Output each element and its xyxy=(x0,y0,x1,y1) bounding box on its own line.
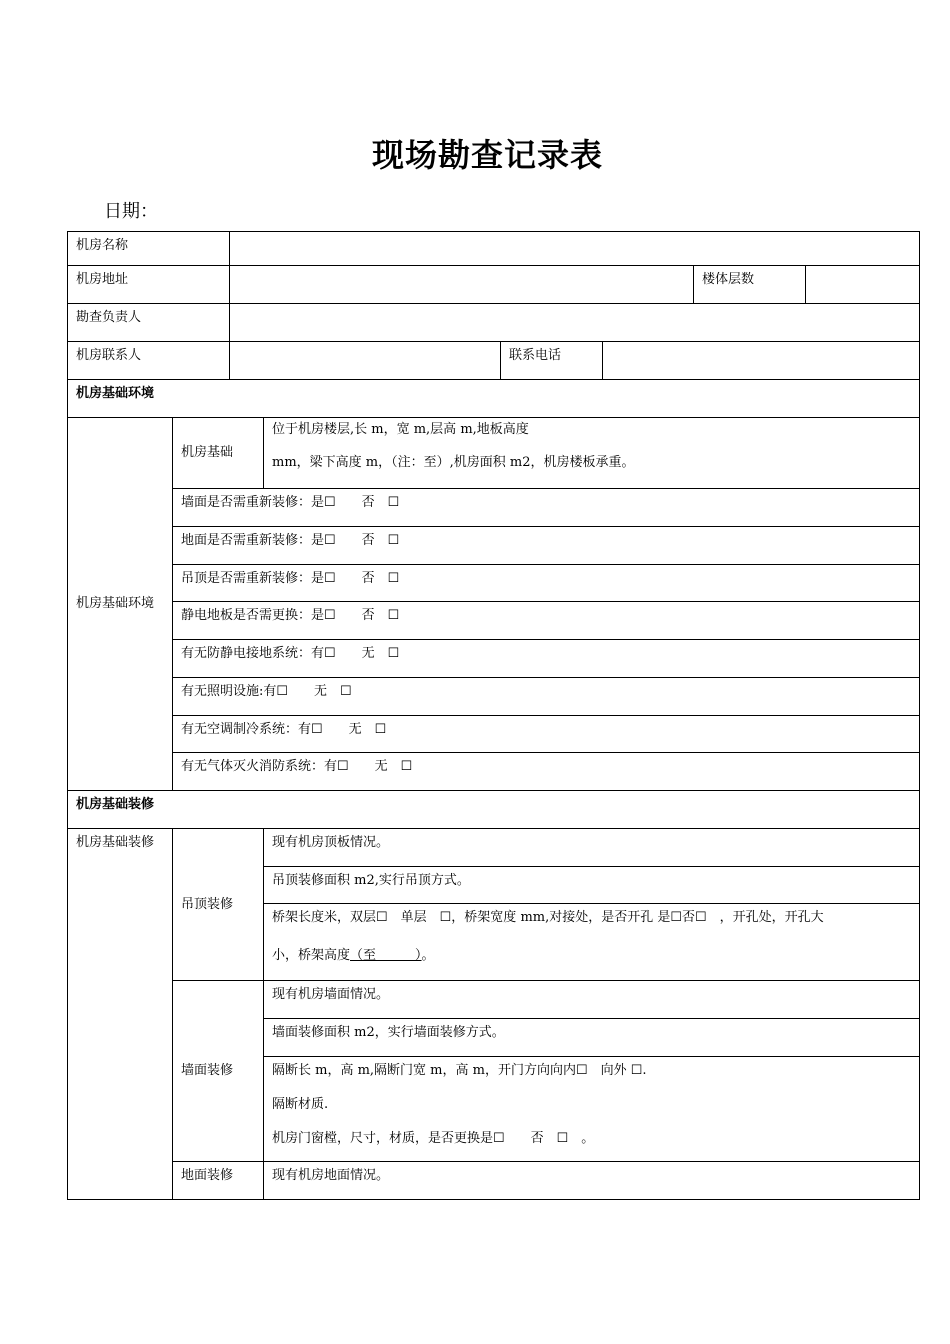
env-section-header: 机房基础环境 xyxy=(76,386,155,401)
env-group-label xyxy=(68,418,172,790)
phone-field[interactable] xyxy=(603,342,918,379)
env-item-static-floor[interactable]: 静电地板是否需更换：是☐ 否 ☐ xyxy=(181,608,400,623)
inspector-label: 勘查负责人 xyxy=(76,310,142,325)
ceiling-label-text: 吊顶装修 xyxy=(181,896,234,912)
ceiling-row-1: 现有机房顶板情况。 xyxy=(272,835,390,850)
bridge-height-range: （至 ） xyxy=(350,948,422,963)
env-basic-label xyxy=(173,418,263,488)
wall-row-3-line3: 机房门窗樘，尺寸，材质，是否更换是☐ 否 ☐ 。 xyxy=(272,1131,595,1146)
contact-label: 机房联系人 xyxy=(76,348,142,363)
room-address-field[interactable] xyxy=(230,266,692,303)
env-item-grounding[interactable]: 有无防静电接地系统：有☐ 无 ☐ xyxy=(181,646,400,661)
floor-label: 地面装修 xyxy=(181,1168,234,1183)
wall-row-3-line1: 隔断长 m，高 m,隔断门宽 m，高 m，开门方向向内☐ 向外 ☐. xyxy=(272,1063,647,1078)
env-item-lighting[interactable]: 有无照明设施:有☐ 无 ☐ xyxy=(181,684,352,699)
deco-group-label: 机房基础装修 xyxy=(76,835,155,850)
wall-row-1: 现有机房墙面情况。 xyxy=(272,987,390,1002)
env-basic-line1: 位于机房楼层,长 m，宽 m,层高 m,地板高度 xyxy=(272,422,529,437)
ceiling-row-2: 吊顶装修面积 m2,实行吊顶方式。 xyxy=(272,873,470,888)
bridge-height-suffix: 。 xyxy=(421,948,435,963)
env-item-aircon[interactable]: 有无空调制冷系统：有☐ 无 ☐ xyxy=(181,722,387,737)
floors-label: 楼体层数 xyxy=(702,272,755,287)
ceiling-row-3 xyxy=(264,904,918,980)
floors-field[interactable] xyxy=(806,266,918,303)
bridge-height-prefix: 小，桥架高度 xyxy=(272,948,351,963)
env-group-text: 机房基础环境 xyxy=(76,596,155,611)
phone-label: 联系电话 xyxy=(509,348,562,363)
ceiling-label xyxy=(173,829,263,980)
env-item-ceiling[interactable]: 吊顶是否需重新装修：是☐ 否 ☐ xyxy=(181,571,400,586)
room-name-field[interactable] xyxy=(230,232,918,265)
room-address-label: 机房地址 xyxy=(76,272,129,287)
table-border xyxy=(919,231,920,1200)
env-basic-content xyxy=(264,418,918,488)
contact-field[interactable] xyxy=(230,342,499,379)
floor-row-1: 现有机房地面情况。 xyxy=(272,1168,390,1183)
wall-row-2: 墙面装修面积 m2，实行墙面装修方式。 xyxy=(272,1025,505,1040)
env-item-floor[interactable]: 地面是否需重新装修：是☐ 否 ☐ xyxy=(181,533,400,548)
deco-section-header: 机房基础装修 xyxy=(76,797,155,812)
env-item-wall[interactable]: 墙面是否需重新装修：是☐ 否 ☐ xyxy=(181,495,400,510)
date-label: 日期： xyxy=(104,201,158,222)
wall-label-text: 墙面装修 xyxy=(181,1063,234,1078)
env-basic-text: 机房基础 xyxy=(181,445,234,460)
table-border xyxy=(67,1199,919,1200)
ceiling-row-3-line1: 桥架长度米，双层☐ 单层 ☐，桥架宽度 mm,对接处，是否开孔 是☐否☐ ，开孔处，开孔大 xyxy=(272,910,824,925)
wall-label xyxy=(173,981,263,1161)
env-basic-line2: mm，梁下高度 m，（注：至）,机房面积 m2，机房楼板承重。 xyxy=(272,455,635,470)
page-title: 现场勘查记录表 xyxy=(371,136,603,174)
inspector-field[interactable] xyxy=(230,304,918,341)
ceiling-row-3-line2 xyxy=(272,947,910,965)
wall-row-3 xyxy=(264,1057,918,1161)
wall-row-3-line2: 隔断材质. xyxy=(272,1097,329,1112)
room-name-label: 机房名称 xyxy=(76,238,129,253)
env-item-fire[interactable]: 有无气体灭火消防系统：有☐ 无 ☐ xyxy=(181,759,413,774)
